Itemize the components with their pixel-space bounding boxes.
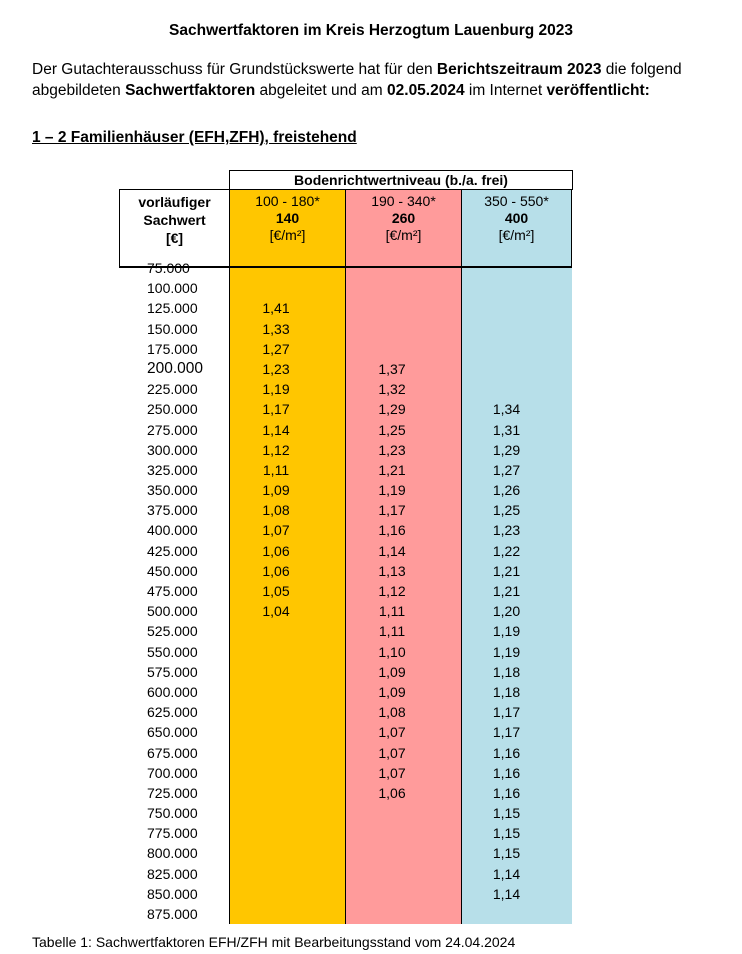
factor-cell: 1,25 <box>492 502 521 519</box>
factor-cell: 1,15 <box>492 825 521 842</box>
table-row <box>119 500 572 520</box>
table-row <box>119 642 572 662</box>
sachwert-cell: 825.000 <box>147 865 198 882</box>
factor-cell: 1,08 <box>378 704 406 721</box>
factor-cell: 1,11 <box>378 623 406 640</box>
factor-cell: 1,14 <box>492 865 521 882</box>
table-row <box>119 803 572 823</box>
factor-cell: 1,14 <box>492 885 521 902</box>
table-row <box>119 662 572 682</box>
table-row <box>119 339 572 359</box>
factor-cell: 1,27 <box>492 461 521 478</box>
column-unit: [€/m²] <box>385 227 422 243</box>
sachwert-cell: 250.000 <box>147 401 198 418</box>
table-row <box>119 743 572 763</box>
factor-cell: 1,34 <box>492 401 521 418</box>
table-row <box>119 298 572 318</box>
factor-cell: 1,19 <box>262 381 290 398</box>
factor-cell: 1,04 <box>262 603 290 620</box>
sachwert-cell: 275.000 <box>147 421 198 438</box>
intro-bold-2: Sachwertfaktoren <box>125 82 256 99</box>
factor-cell: 1,19 <box>378 482 406 499</box>
first-column-header <box>119 189 229 268</box>
column-value: 260 <box>391 210 416 226</box>
column-unit: [€/m²] <box>498 227 535 243</box>
factor-cell: 1,23 <box>378 441 406 458</box>
factor-cell: 1,15 <box>492 845 521 862</box>
factor-cell: 1,17 <box>378 502 406 519</box>
factor-cell: 1,07 <box>378 744 406 761</box>
table-row <box>119 601 572 621</box>
factor-cell: 1,23 <box>262 360 290 377</box>
factor-cell: 1,11 <box>378 603 406 620</box>
sachwert-cell: 850.000 <box>147 885 198 902</box>
table-row <box>119 884 572 904</box>
sachwert-cell: 500.000 <box>147 603 198 620</box>
sachwert-cell: 150.000 <box>147 320 198 337</box>
factor-cell: 1,06 <box>262 542 290 559</box>
intro-text-3: abgeleitet und am <box>255 82 388 99</box>
sachwert-cell: 800.000 <box>147 845 198 862</box>
table-row <box>119 621 572 641</box>
factor-cell: 1,15 <box>492 805 521 822</box>
first-col-header-line: Sachwert <box>143 212 206 228</box>
table-row <box>119 783 572 803</box>
table-row <box>119 440 572 460</box>
sachwert-cell: 225.000 <box>147 381 198 398</box>
table-row <box>119 258 572 278</box>
factor-cell: 1,25 <box>378 421 406 438</box>
table-row <box>119 843 572 863</box>
sachwert-cell: 625.000 <box>147 704 198 721</box>
sachwert-cell: 650.000 <box>147 724 198 741</box>
factor-cell: 1,14 <box>262 421 290 438</box>
factor-cell: 1,07 <box>378 724 406 741</box>
sachwert-cell: 725.000 <box>147 784 198 801</box>
factor-cell: 1,16 <box>492 784 521 801</box>
factor-cell: 1,09 <box>378 683 406 700</box>
factor-cell: 1,06 <box>378 784 406 801</box>
table-row <box>119 541 572 561</box>
factor-cell: 1,05 <box>262 583 290 599</box>
factor-cell: 1,16 <box>492 764 521 781</box>
factor-cell: 1,13 <box>378 562 406 579</box>
table-row <box>119 561 572 581</box>
factor-cell: 1,07 <box>262 522 290 539</box>
column-header-2 <box>345 189 461 268</box>
factor-cell: 1,11 <box>262 461 290 478</box>
factor-cell: 1,16 <box>492 744 521 761</box>
table-row <box>119 399 572 419</box>
factor-cell: 1,14 <box>378 542 406 559</box>
sachwert-cell: 200.000 <box>147 359 204 377</box>
factor-cell: 1,19 <box>492 643 521 660</box>
factor-cell: 1,17 <box>262 401 290 418</box>
sachwert-cell: 100.000 <box>147 280 198 297</box>
factor-cell: 1,37 <box>378 360 406 377</box>
table-row <box>119 480 572 500</box>
factor-cell: 1,17 <box>492 724 521 741</box>
table-row <box>119 682 572 702</box>
intro-paragraph <box>32 59 732 101</box>
factor-cell: 1,21 <box>378 461 406 478</box>
factor-cell: 1,29 <box>378 401 406 418</box>
intro-bold-4: veröffentlicht: <box>546 82 650 99</box>
factor-cell: 1,12 <box>378 583 406 599</box>
sachwert-cell: 350.000 <box>147 482 198 499</box>
factor-cell: 1,07 <box>378 764 406 781</box>
factor-cell: 1,18 <box>492 683 521 700</box>
factor-cell: 1,09 <box>262 482 290 499</box>
factor-cell: 1,41 <box>262 300 290 317</box>
sachwert-cell: 475.000 <box>147 583 198 599</box>
column-header-3 <box>461 189 572 268</box>
first-col-header-line: [€] <box>165 230 184 246</box>
column-header-1 <box>229 189 345 268</box>
sachwert-cell: 450.000 <box>147 562 198 579</box>
sachwert-cell: 325.000 <box>147 461 198 478</box>
intro-bold-1: Berichtszeitraum 2023 <box>436 61 602 78</box>
column-range: 100 - 180* <box>255 193 320 209</box>
sachwert-cell: 600.000 <box>147 683 198 700</box>
table-row <box>119 904 572 924</box>
sachwert-cell: 75.000 <box>147 260 190 276</box>
sachwert-cell: 125.000 <box>147 300 198 317</box>
sachwert-cell: 775.000 <box>147 825 198 842</box>
section-heading: 1 – 2 Familienhäuser (EFH,ZFH), freistehend <box>32 129 357 146</box>
factor-cell: 1,32 <box>378 381 406 398</box>
factor-cell: 1,06 <box>262 562 290 579</box>
column-unit: [€/m²] <box>269 227 306 243</box>
table-row <box>119 864 572 884</box>
first-col-header-line: vorläufiger <box>138 194 211 210</box>
table-row <box>119 520 572 540</box>
column-value: 400 <box>504 210 529 226</box>
sachwert-cell: 525.000 <box>147 623 198 640</box>
factor-cell: 1,26 <box>492 482 521 499</box>
sachwert-cell: 550.000 <box>147 643 198 660</box>
sachwert-cell: 700.000 <box>147 764 198 781</box>
factor-cell: 1,18 <box>492 663 521 680</box>
table-row <box>119 702 572 722</box>
column-range: 190 - 340* <box>371 193 436 209</box>
table-row <box>119 823 572 843</box>
sachwert-cell: 375.000 <box>147 502 198 519</box>
factor-cell: 1,29 <box>492 441 521 458</box>
table-row <box>119 359 572 379</box>
sachwert-cell: 300.000 <box>147 441 198 458</box>
factor-cell: 1,09 <box>378 663 406 680</box>
factor-cell: 1,21 <box>492 562 521 579</box>
table-body <box>119 258 572 924</box>
table-caption: Tabelle 1: Sachwertfaktoren EFH/ZFH mit Bearbeitungsstand vom 24.04.2024 <box>32 934 516 950</box>
factor-cell: 1,27 <box>262 340 290 357</box>
intro-text-1: Der Gutachterausschuss für Grundstückswerte hat für den <box>32 61 437 78</box>
table-row <box>119 722 572 742</box>
sachwert-cell: 675.000 <box>147 744 198 761</box>
column-value: 140 <box>275 210 300 226</box>
column-range: 350 - 550* <box>484 193 549 209</box>
intro-bold-3: 02.05.2024 <box>387 82 465 99</box>
factor-cell: 1,33 <box>262 320 290 337</box>
factor-cell: 1,31 <box>492 421 521 438</box>
table-row <box>119 581 572 601</box>
table-row <box>119 763 572 783</box>
factor-cell: 1,17 <box>492 704 521 721</box>
table-row <box>119 278 572 298</box>
factor-cell: 1,12 <box>262 441 290 458</box>
factor-cell: 1,10 <box>378 643 406 660</box>
sachwert-cell: 575.000 <box>147 663 198 680</box>
factor-cell: 1,08 <box>262 502 290 519</box>
intro-text-2: die folgend abgebildeten <box>32 61 682 99</box>
group-header: Bodenrichtwertniveau (b./a. frei) <box>229 170 573 190</box>
table-row <box>119 460 572 480</box>
sachwert-cell: 875.000 <box>147 906 198 922</box>
factor-cell: 1,19 <box>492 623 521 640</box>
factor-cell: 1,21 <box>492 583 521 599</box>
table-row <box>119 420 572 440</box>
factor-cell: 1,22 <box>492 542 521 559</box>
factor-cell: 1,20 <box>492 603 521 620</box>
factor-cell: 1,16 <box>378 522 406 539</box>
sachwert-cell: 400.000 <box>147 522 198 539</box>
sachwert-cell: 425.000 <box>147 542 198 559</box>
page-title: Sachwertfaktoren im Kreis Herzogtum Lauenburg 2023 <box>169 22 573 39</box>
factor-cell: 1,23 <box>492 522 521 539</box>
sachwert-cell: 175.000 <box>147 340 198 357</box>
table-row <box>119 319 572 339</box>
sachwert-cell: 750.000 <box>147 805 198 822</box>
intro-text-4: im Internet <box>464 82 547 99</box>
table-row <box>119 379 572 399</box>
